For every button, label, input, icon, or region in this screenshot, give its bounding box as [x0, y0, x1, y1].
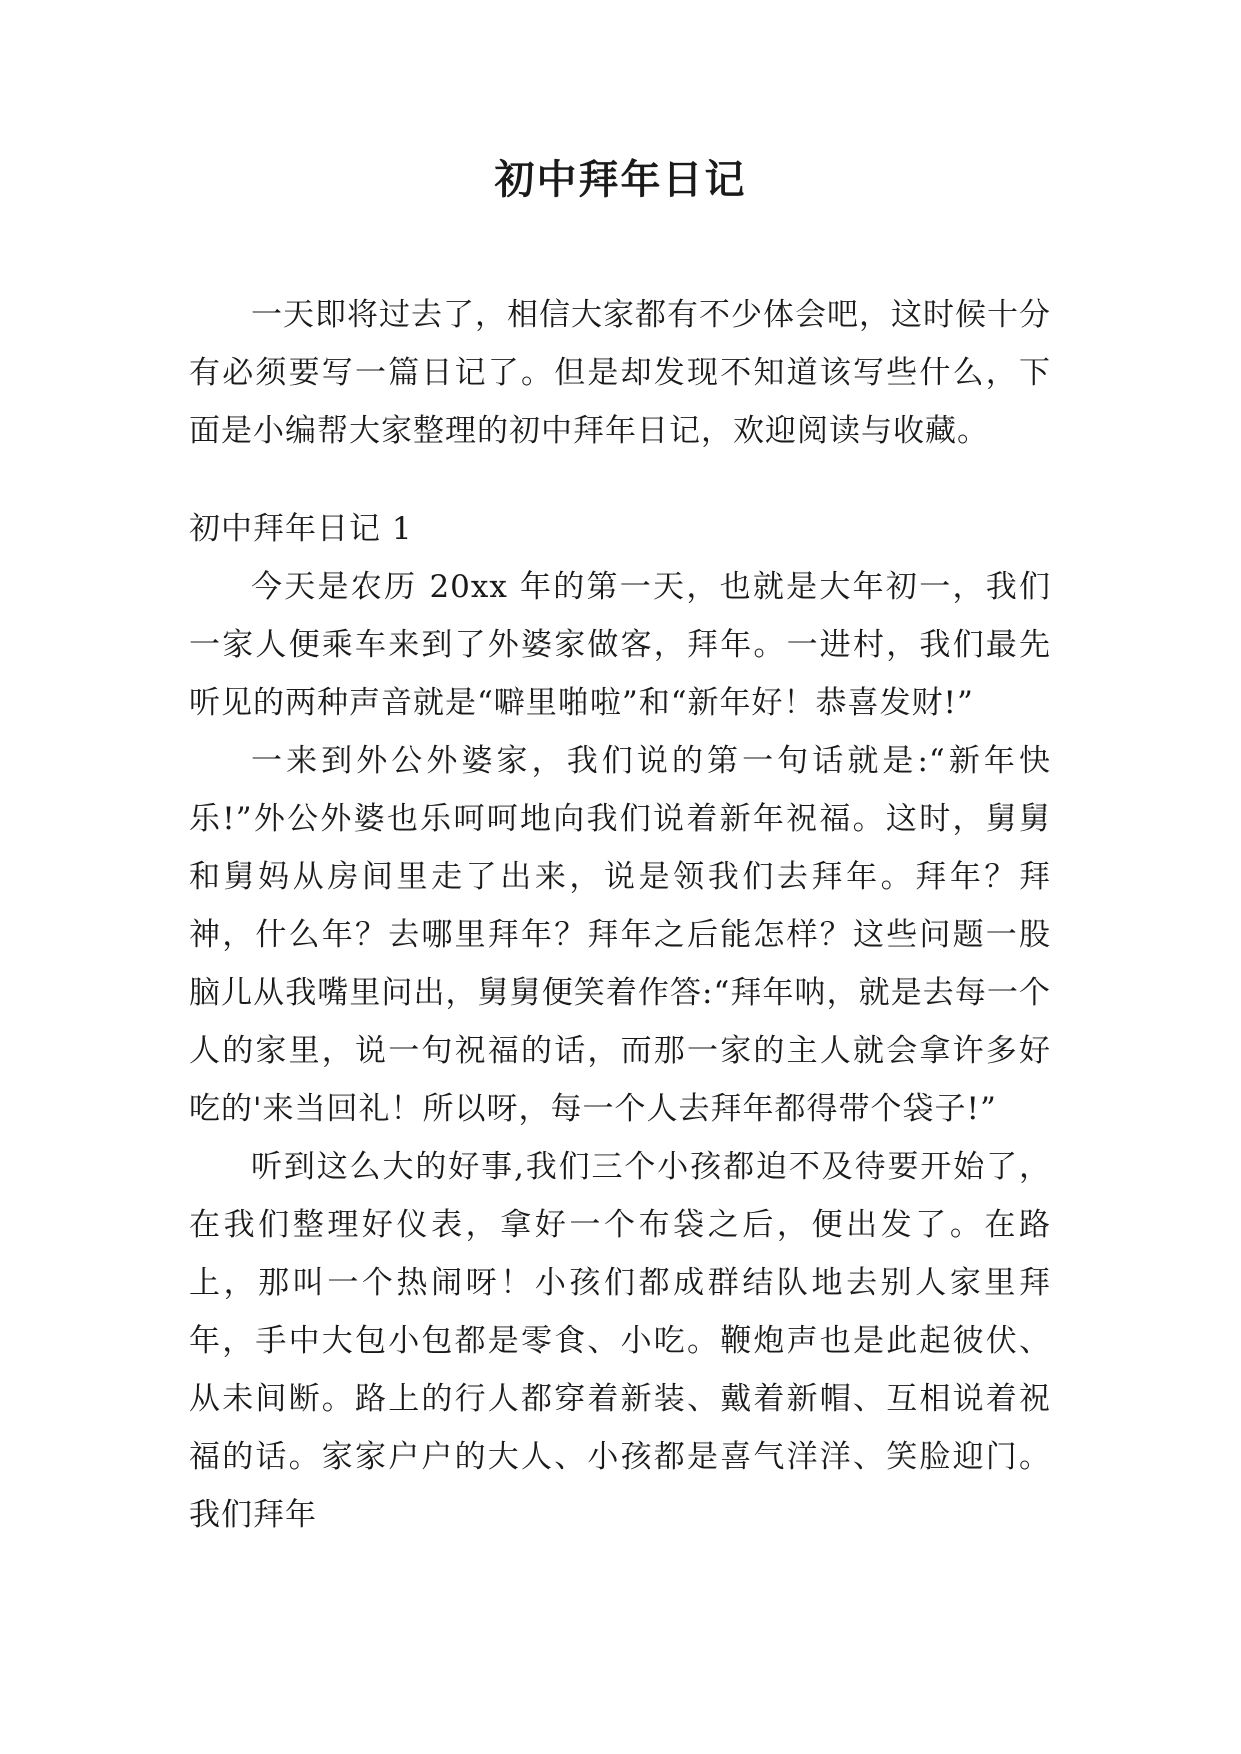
document-body — [189, 286, 1051, 1544]
body-paragraph: 听到这么大的好事,我们三个小孩都迫不及待要开始了，在我们整理好仪表，拿好一个布袋之后，便出发了。在路上，那叫一个热闹呀！小孩们都成群结队地去别人家里拜年，手中大包小包都是零食、小吃。鞭炮声也是此起彼伏、从未间断。路上的行人都穿着新装、戴着新帽、互相说着祝福的话。家家户户的大人、小孩都是喜气洋洋、笑脸迎门。我们拜年 — [189, 1149, 1051, 1533]
body-paragraph: 一来到外公外婆家，我们说的第一句话就是:“新年快乐!”外公外婆也乐呵呵地向我们说着新年祝福。这时，舅舅和舅妈从房间里走了出来，说是领我们去拜年。拜年？拜神，什么年？去哪里拜年？拜年之后能怎样？这些问题一股脑儿从我嘴里问出，舅舅便笑着作答:“拜年呐，就是去每一个人的家里，说一句祝福的话，而那一家的主人就会拿许多好吃的'来当回礼！所以呀，每一个人去拜年都得带个袋子!” — [189, 743, 1051, 1127]
intro-paragraph: 一天即将过去了，相信大家都有不少体会吧，这时候十分有必须要写一篇日记了。但是却发现不知道该写些什么，下面是小编帮大家整理的初中拜年日记，欢迎阅读与收藏。 — [189, 297, 1051, 449]
body-paragraph: 今天是农历 20xx 年的第一天，也就是大年初一，我们一家人便乘车来到了外婆家做客，拜年。一进村，我们最先听见的两种声音就是“噼里啪啦”和“新年好！恭喜发财!” — [189, 569, 1051, 721]
page-title: 初中拜年日记 — [494, 157, 747, 203]
section-heading: 初中拜年日记 1 — [189, 511, 413, 547]
